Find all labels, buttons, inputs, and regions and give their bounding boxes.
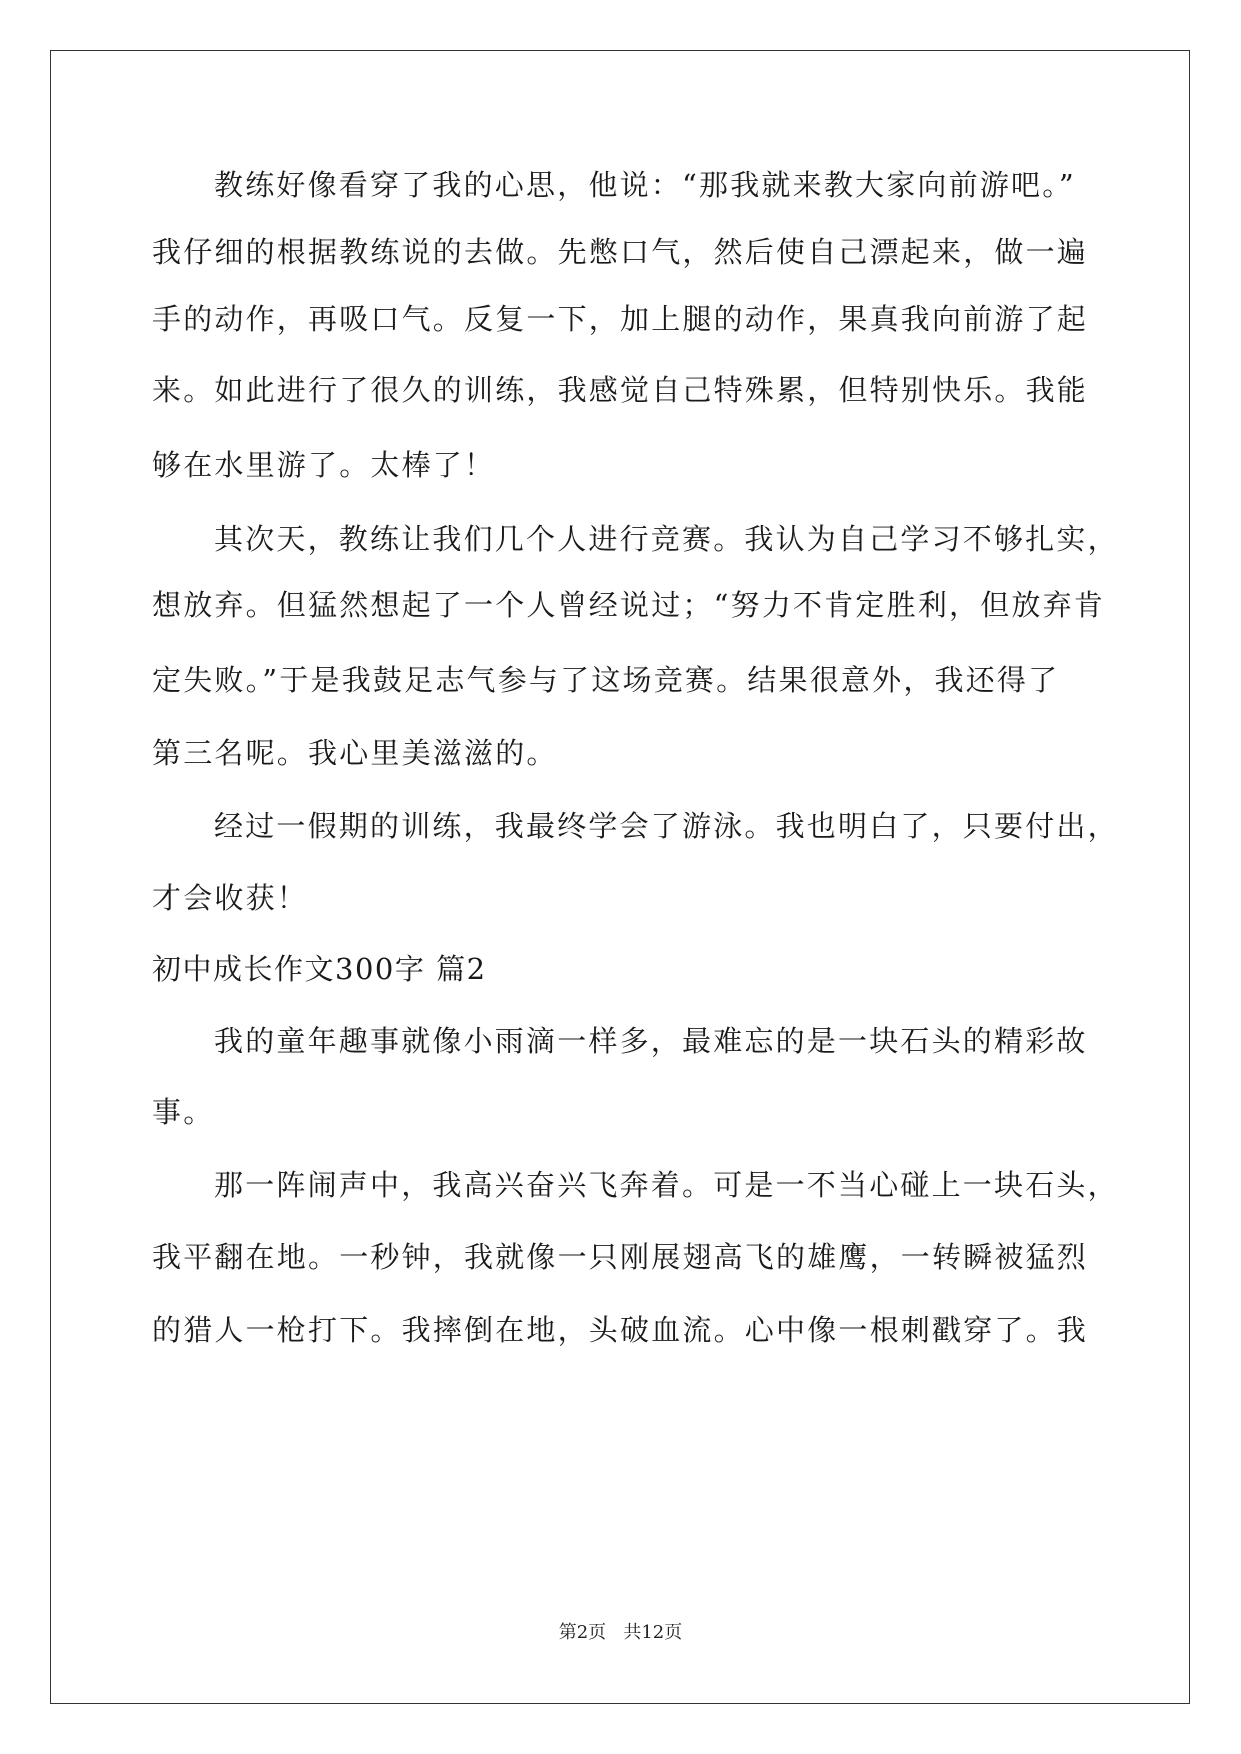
text-line: 想放弃。但猛然想起了一个人曾经说过；“努力不肯定胜利，但放弃肯 — [152, 588, 1106, 622]
text-line: 定失败。”于是我鼓足志气参与了这场竞赛。结果很意外，我还得了 — [152, 663, 1060, 697]
text-line: 才会收获！ — [152, 881, 309, 915]
text-line: 手的动作，再吸口气。反复一下，加上腿的动作，果真我向前游了起 — [152, 302, 1089, 336]
text-line: 我平翻在地。一秒钟，我就像一只刚展翅高飞的雄鹰，一转瞬被猛烈 — [152, 1240, 1089, 1274]
page-footer: 第2页 共12页 — [558, 1622, 683, 1643]
section-heading: 初中成长作文300字 篇2 — [152, 952, 487, 986]
text-line: 我的童年趣事就像小雨滴一样多，最难忘的是一块石头的精彩故 — [214, 1024, 1088, 1058]
text-line: 我仔细的根据教练说的去做。先憋口气，然后使自己漂起来，做一遍 — [152, 235, 1089, 269]
text-line: 来。如此进行了很久的训练，我感觉自己特殊累，但特别快乐。我能 — [152, 373, 1089, 407]
text-line: 第三名呢。我心里美滋滋的。 — [152, 736, 558, 770]
text-line: 事。 — [152, 1095, 215, 1129]
text-line: 的猎人一枪打下。我摔倒在地，头破血流。心中像一根刺戳穿了。我 — [152, 1313, 1089, 1347]
text-line: 其次天，教练让我们几个人进行竞赛。我认为自己学习不够扎实， — [214, 522, 1119, 556]
text-line: 教练好像看穿了我的心思，他说：“那我就来教大家向前游吧。” — [214, 168, 1076, 202]
text-line: 够在水里游了。太棒了！ — [152, 448, 496, 482]
text-line: 那一阵闹声中，我高兴奋兴飞奔着。可是一不当心碰上一块石头， — [214, 1168, 1119, 1202]
text-line: 经过一假期的训练，我最终学会了游泳。我也明白了，只要付出， — [214, 809, 1119, 843]
